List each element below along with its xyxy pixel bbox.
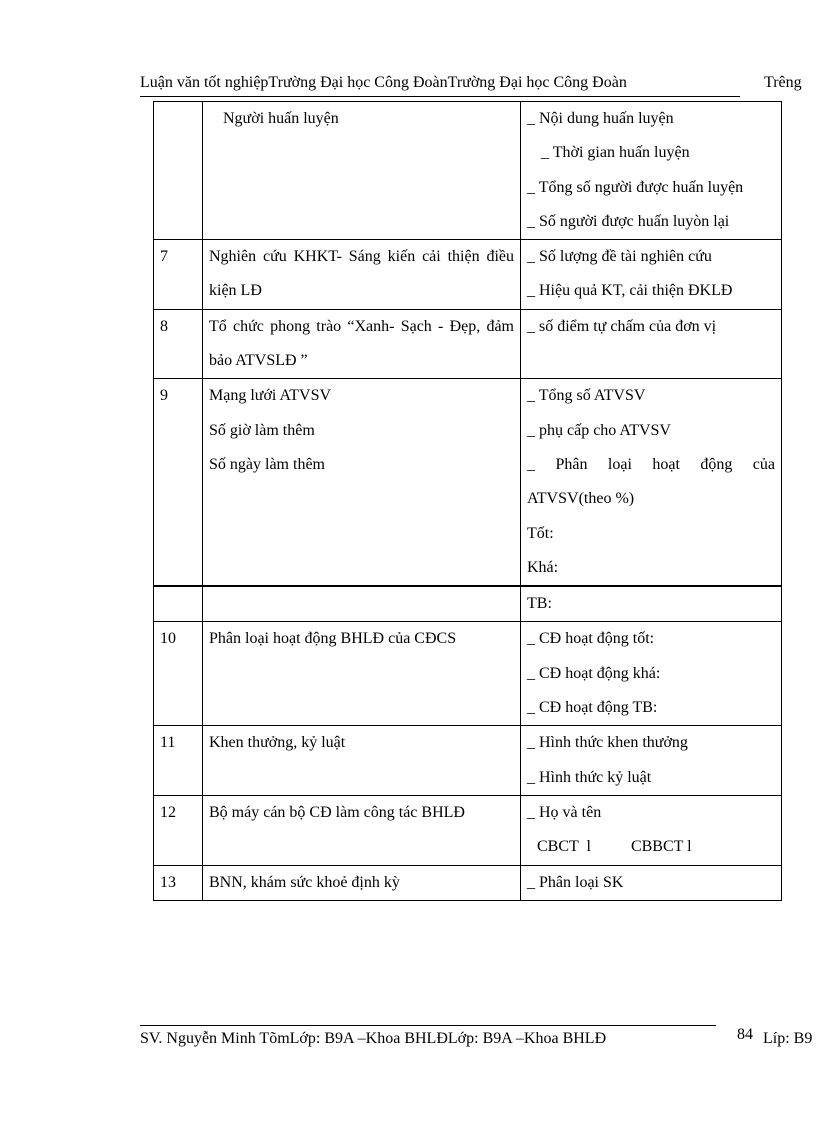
row-number (154, 102, 203, 240)
row-details: _ Số lượng đề tài nghiên cứu _ Hiệu quả KT, cải thiện ĐKLĐ (521, 240, 782, 310)
footer-rule (140, 1025, 716, 1026)
page-number: 84 (737, 1026, 753, 1043)
row-number: 12 (154, 795, 203, 865)
table-row (154, 586, 782, 622)
row-number: 11 (154, 726, 203, 796)
row-item: BNN, khám sức khoẻ định kỳ (203, 865, 521, 900)
row-item: Khen thưởng, kỷ luật (203, 726, 521, 796)
row-details: _ Nội dung huấn luyện _ Thời gian huấn luyện _ Tổng số người được huấn luyện _ Số người được huấn luyòn lại (521, 102, 782, 240)
row-number: 10 (154, 622, 203, 726)
running-header: Luận văn tốt nghiệpTrường Đại học Công ĐoànTrường Đại học Công Đoàn (140, 74, 627, 91)
running-footer-right: Líp: B9 (763, 1030, 813, 1047)
table-row (154, 622, 782, 726)
row-details: _ Họ và tên CBCT l CBBCT l (521, 795, 782, 865)
row-item: Người huấn luyện (203, 102, 521, 240)
header-rule (140, 96, 740, 97)
row-details: _ Tổng số ATVSV _ phụ cấp cho ATVSV _ Phân loại hoạt động của ATVSV(theo %) Tốt: Khá: (521, 379, 782, 586)
table-row (154, 379, 782, 586)
row-item: Phân loại hoạt động BHLĐ của CĐCS (203, 622, 521, 726)
row-details: _ CĐ hoạt động tốt: _ CĐ hoạt động khá: _ CĐ hoạt động TB: (521, 622, 782, 726)
row-details: TB: (521, 586, 782, 622)
row-number: 7 (154, 240, 203, 310)
row-item (203, 586, 521, 622)
row-number: 9 (154, 379, 203, 586)
table-row (154, 102, 782, 240)
row-number: 13 (154, 865, 203, 900)
row-details: _ Hình thức khen thưởng _ Hình thức kỷ luật (521, 726, 782, 796)
table-row (154, 865, 782, 900)
running-header-right: Trêng (764, 74, 802, 91)
table-row (154, 309, 782, 379)
row-number (154, 586, 203, 622)
row-item: Tổ chức phong trào “Xanh- Sạch - Đẹp, đảm bảo ATVSLĐ ” (203, 309, 521, 379)
row-details: _ số điểm tự chấm của đơn vị (521, 309, 782, 379)
table-row (154, 795, 782, 865)
row-number: 8 (154, 309, 203, 379)
row-item: Nghiên cứu KHKT- Sáng kiến cải thiện điều kiện LĐ (203, 240, 521, 310)
safety-indicators-table (153, 101, 782, 901)
row-item: Mạng lưới ATVSV Số giờ làm thêm Số ngày làm thêm (203, 379, 521, 586)
table-row (154, 240, 782, 310)
table-row (154, 726, 782, 796)
row-details: _ Phân loại SK (521, 865, 782, 900)
row-item: Bộ máy cán bộ CĐ làm công tác BHLĐ (203, 795, 521, 865)
running-footer: SV. Nguyễn Minh TõmLớp: B9A –Khoa BHLĐLớp: B9A –Khoa BHLĐ (140, 1030, 607, 1047)
